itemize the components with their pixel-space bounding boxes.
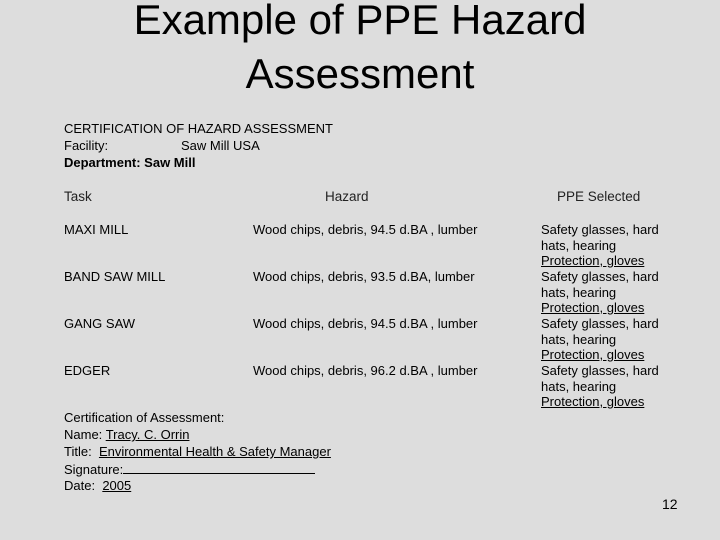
ppe-line: Safety glasses, hard	[541, 222, 659, 237]
hazard-cell: Wood chips, debris, 93.5 d.BA, lumber	[253, 269, 475, 284]
ppe-cell	[541, 222, 681, 269]
signature-blank	[123, 461, 315, 474]
signature-line	[64, 461, 315, 478]
title-value: Environmental Health & Safety Manager	[98, 444, 331, 459]
ppe-line: Safety glasses, hard	[541, 363, 659, 378]
department-line: Department: Saw Mill	[64, 155, 196, 170]
date-label: Date:	[64, 478, 96, 493]
title-line	[64, 444, 331, 460]
assessment-heading: Certification of Assessment:	[64, 410, 225, 425]
ppe-line: hats, hearing	[541, 284, 617, 300]
name-label: Name:	[64, 427, 103, 442]
cert-heading: CERTIFICATION OF HAZARD ASSESSMENT	[64, 121, 333, 136]
date-value: 2005	[102, 478, 132, 493]
page-number: 12	[662, 496, 678, 512]
ppe-cell	[541, 316, 681, 363]
task-cell: EDGER	[64, 363, 111, 378]
facility-value: Saw Mill USA	[181, 138, 260, 153]
slide-title-line1: Example of PPE Hazard	[133, 0, 587, 43]
ppe-line: Protection, gloves	[541, 300, 645, 315]
task-cell: MAXI MILL	[64, 222, 129, 237]
ppe-line: Protection, gloves	[541, 253, 645, 268]
ppe-line: hats, hearing	[541, 378, 617, 394]
column-header-ppe: PPE Selected	[557, 189, 641, 204]
signature-label: Signature:	[64, 462, 124, 477]
slide-title-line2: Assessment	[245, 50, 475, 97]
ppe-line: Protection, gloves	[541, 394, 645, 409]
hazard-cell: Wood chips, debris, 94.5 d.BA , lumber	[253, 316, 478, 331]
name-value: Tracy. C. Orrin	[105, 427, 190, 442]
column-header-hazard: Hazard	[325, 189, 369, 204]
hazard-cell: Wood chips, debris, 96.2 d.BA , lumber	[253, 363, 478, 378]
hazard-cell: Wood chips, debris, 94.5 d.BA , lumber	[253, 222, 478, 237]
ppe-cell	[541, 269, 681, 316]
facility-label: Facility:	[64, 138, 109, 153]
task-cell: GANG SAW	[64, 316, 136, 331]
ppe-line: Safety glasses, hard	[541, 269, 659, 284]
name-line	[64, 427, 189, 443]
task-cell: BAND SAW MILL	[64, 269, 166, 284]
title-label: Title:	[64, 444, 92, 459]
ppe-cell	[541, 363, 681, 410]
ppe-line: hats, hearing	[541, 237, 617, 253]
ppe-line: Safety glasses, hard	[541, 316, 659, 331]
column-header-task: Task	[64, 189, 92, 204]
date-line	[64, 478, 131, 494]
ppe-line: Protection, gloves	[541, 347, 645, 362]
ppe-line: hats, hearing	[541, 331, 617, 347]
